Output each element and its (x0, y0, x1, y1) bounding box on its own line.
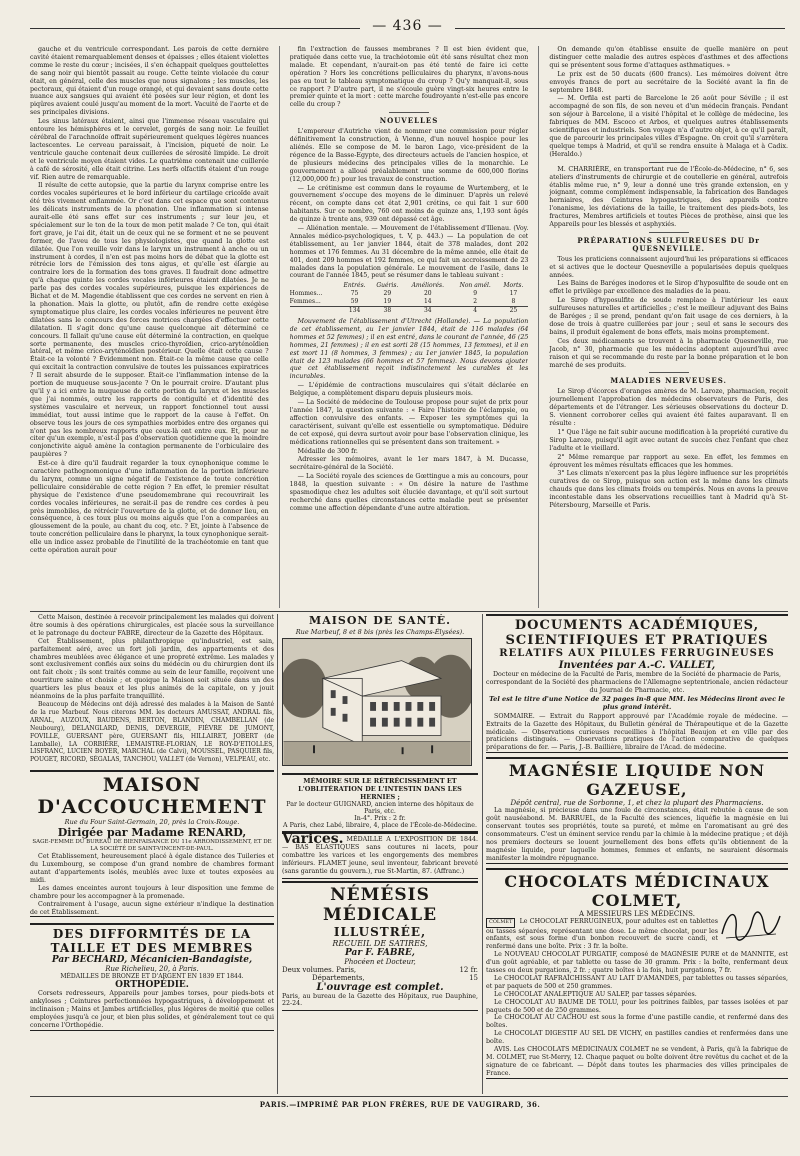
section-rule (649, 372, 689, 373)
paragraph: Les sinus latéraux étaient, ainsi que l'immense réseau vasculaire qui entoure les hémisphères et le cervelet, gorgés de sang noir. Le feuillet cérébral de l'arachnoïde offrait supérieurement quelques légères nuances lactescentes. Le cerveau paraissait, à l'incision, piqueté de noir. Le ventricule gauche contenait deux cuillerées de sérosité limpide. Le droit et le ventricule moyen étaient vides. Le quatrième contenait une cuillerée à café de sérosité, elle était citrine. Les nerfs olfactifs étaient d'un rouge vif. Rien autre de remarquable. (30, 118, 269, 181)
ad-maison-sante-text (30, 614, 274, 764)
ad-subtitle: A MESSIEURS LES MÉDECINS. (579, 909, 695, 918)
ad-paragraph: Cette Maison, destinée à recevoir principalement les malades qui doivent être soumis à des opérations chirurgicales, est placée sous la surveillance et le patronage du docteur FABRE, directeur de la Gazette des Hôpitaux. (30, 614, 274, 637)
ad-difformites (30, 923, 274, 1031)
ad-author: Par le docteur GUIGNARD, ancien interne des hôpitaux de Paris, etc. (286, 801, 474, 815)
page-header (30, 18, 785, 40)
section-title: MALADIES NERVEUSES. (610, 376, 727, 386)
paragraph: — La Société royale des sciences de Gœttingue a mis au concours, pour 1848, la question suivante : « On désire la nature de l'asthme spasmodique chez les adultes soit éluciée davantage, et qu'il soit surtout recherché dans quelles circonstances cette maladie peut se présenter comme une affection dépendante d'une autre altération. (289, 473, 529, 512)
paragraph: — L'épidémie de contractions musculaires qui s'était déclarée en Belgique, a complètement disparu depuis plusieurs mois. (289, 382, 529, 398)
ad-column-middle (282, 614, 478, 1094)
column-2 (290, 46, 529, 608)
table-header-row (290, 282, 529, 290)
ad-author: Inventées par A.-C. VALLET, (558, 660, 716, 671)
ad-subtitle: Dépôt central, rue de Sorbonne, 1, et chez la plupart des Pharmaciens. (510, 799, 764, 808)
ad-item: AVIS. Les CHOCOLATS MÉDICINAUX COLMET ne se vendent, à Paris, qu'à la fabrique de M. COLMET, rue St-Merry, 12. Chaque paquet ou boîte doivent être revêtus du cachet et de la signature de ce fabricant. — Dépôt dans toutes les pharmacies des villes principales de France. (486, 1046, 788, 1077)
ad-item: Le CHOCOLAT ANALEPTIQUE AU SALEP, par tasses séparées. (494, 990, 697, 998)
table-header: Non amél. (459, 282, 491, 290)
table-cell: Hommes... (289, 290, 323, 298)
section-rule (649, 232, 689, 233)
paragraph: Adresser les mémoires, avant le 1er mars 1847, à M. Ducasse, secrétaire-général de la Société. (289, 456, 529, 472)
table-cell: Femmes... (289, 298, 321, 306)
ad-item: Le CHOCOLAT AU BAUME DE TOLU, pour les poitrines faibles, par tasses isolées et par paquets de 500 et de 250 grammes. (486, 998, 788, 1014)
table-cell: 9 (473, 290, 478, 298)
table-header: Guéris. (376, 282, 399, 290)
table-cell: 4 (452, 307, 499, 315)
ad-title: MÉMOIRE SUR LE RÉTRÉCISSEMENT ET L'OBLITÉRATION DE L'INTESTIN DANS LES HERNIES ; (298, 777, 462, 801)
page-number: — 436 — (372, 18, 443, 34)
paragraph: 1° Que l'âge ne fait subir aucune modification à la propriété curative du Sirop Laroze, puisqu'il agit avec autant de succès chez l'enfant que chez l'adulte et le vieillard. (549, 428, 789, 452)
footer-rule (30, 1096, 788, 1097)
ad-address: Rue du Four Saint-Germain, 20, près la Croix-Rouge. (64, 818, 240, 827)
paragraph: — Le crétinisme est commun dans le royaume de Wurtemberg, et le gouvernement s'occupe des moyens de le diminuer. D'après un relevé récent, on compte dans cet état 2,901 crétins, ce qui fait 1 sur 600 habitants. Sur ce nombre, 760 ont moins de quinze ans, 1,193 sont âgés de quinze à trente ans, 939 ont dépassé cet âge. (289, 184, 529, 224)
ad-label: Départements, (312, 973, 365, 982)
paragraph: Le Sirop d'hyposulfite de soude remplace à l'intérieur les eaux sulfureuses naturelles et artificielles ; c'est le meilleur adjuvant des Bains de Baréges ; il se prend, pendant qu'on fait usage de ces derniers, à la dose de trois à quatre cuillerées par jour ; seul et sans le secours des bains, il produit également de bons effets, mais moins promptement. (549, 297, 789, 336)
ad-divider (277, 614, 278, 1094)
header-rule-right (455, 28, 785, 29)
table-total-row (290, 307, 529, 315)
ad-paragraph: Docteur en médecine de la Faculté de Paris, membre de la Société de pharmacie de Paris, correspondant de la Société des pharmaciens de l'Allemagne septentrionale, ancien rédacteur du Journal de Pharmacie, etc. (486, 671, 788, 694)
ad-text-block (486, 951, 788, 1078)
ad-paragraph: Contrairement à l'usage, aucun signe extérieur n'indique la destination de cet Établissement. (30, 900, 274, 916)
ad-subtitle: ORTHOPÉDIE. (115, 980, 189, 991)
ad-title: CHOCOLATS MÉDICINAUX COLMET, (504, 871, 770, 910)
ad-text-block (486, 713, 788, 753)
ad-nemesis (282, 881, 478, 1012)
table-cell: 17 (509, 290, 518, 298)
ad-title: DOCUMENTS ACADÉMIQUES, SCIENTIFIQUES ET PRATIQUES (505, 618, 769, 648)
ad-magnesie (486, 757, 788, 863)
ad-address: Rue Richelieu, 20, à Paris. (105, 965, 199, 974)
paragraph: Le Sirop d'écorces d'oranges amères de M. Laroze, pharmacien, reçoit journellement l'approbation des médecins observateurs de Paris, des départements et de l'étranger. Les sérieuses observations du docteur D. S. viennent corroborer celles qui avaient été faites auparavant. Il en résulte : (549, 388, 789, 427)
paragraph: Le prix est de 50 ducats (600 francs). Les mémoires doivent être envoyés francs de port au secrétaire de la Société avant la fin de septembre 1848. (549, 70, 789, 94)
ad-item: Le NOUVEAU CHOCOLAT PURGATIF, composé de MAGNÉSIE PURE et de MANNITE, est d'un goût agréable, et par tablette ou tasse de 30 gramm. Prix : la boîte, renfermant deux tasses ou deux purgations, 2 fr. ; quatre boîtes à la fois, huit purgations, 7 fr. (486, 951, 788, 975)
table-cell: 75 (350, 290, 359, 298)
ad-paragraph (486, 918, 718, 952)
column-1 (30, 46, 269, 608)
ad-notice: L'ouvrage est complet. (316, 981, 444, 993)
table-cell: 29 (383, 290, 392, 298)
table-cell: 2 (473, 298, 478, 306)
table-header (290, 282, 338, 290)
paragraph: Il résulte de cette autopsie, que la partie du larynx comprise entre les cordes vocales supérieures et le bord inférieur du cartilage cricoïde avait été très vivement enflammée. Or c'est dans cet espace que sont contenus les délicats instruments de la phonation. Une inflammation si intense aurait-elle été sans effet sur ces instruments ; sur leur jeu, et spécialement sur le ton de la toux de mon petit malade ? Ce ton, qui était fort grave, je l'ai dit, était un de ceux qui ne se forment et ne se peuvent former, de l'aveu de tous les physiologistes, que quand la glotte est dilatée. Que l'on veuille voir dans le larynx un instrument à anche ou un instrument à cordes, il n'en est pas moins hors de débat que la glotte est rétrécie lors de l'émission des tons aigus, et qu'elle est élargie au contraire lors de la formation des tons graves. Il faudrait donc admettre qu'à chaque quinte les cordes vocales inférieures étaient dilatées. Je ne parle pas des cordes vocales supérieures, puisque les expériences de Bichat et de M. Magendie établissent que ces cordes ne servent en rien à la phonation. Mais la glotte, ou plutôt, afin de rendre cette exégèse symptomatique plus claire, les cordes vocales inférieures ne peuvent être dilatées sans le concours des forces motrices chargées d'effectuer cette dilatation. Il s'agit donc qu'une cause quelconque ait déterminé ce concours. Il fallait qu'une cause eût déterminé la contraction, en quelque sorte permanente, des muscles crico-thyroïdien, crico-aryténoïdien latéral, et même crico-aryténoïdien postérieur. Quelle était cette cause ? Était-ce la volonté ? Évidemment non. Était-ce la même cause que celle qui excitait la contraction convulsive de toutes les puissances expiratrices ? Il serait absurde de le supposer. Était-ce l'inflammation intense de la portion de muqueuse sous-jacente ? On le pourrait croire. D'autant plus qu'il y a ici entre la muqueuse de cette portion du larynx et les muscles que j'ai nommés, outre les rapports de contiguïté et d'identité des systèmes vasculaire et nerveux, un rapport fonctionnel tout aussi immédiat, tout aussi intime que le rapport de la cause à l'effet. On observe tous les jours de ces sympathies morbides entre des organes qui n'ont pas les nombreux rapports que ceux-là ont entre eux. Et, pour ne citer qu'un exemple, n'est-il pas d'observation quotidienne que la moindre conjonctivite aiguë amène la contagion permanente de l'orbiculaire des paupières ? (30, 182, 269, 459)
table-cell: 38 (371, 307, 404, 315)
ad-paragraph: Les dames enceintes auront toujours à leur disposition une femme de chambre pour les accompagner à la promenade. (30, 884, 274, 900)
section-rule (649, 162, 689, 163)
table-cell: 8 (511, 298, 516, 306)
ad-price-row (282, 966, 478, 974)
column-3 (549, 46, 788, 608)
section-title: NOUVELLES (379, 116, 439, 126)
ad-director: Dirigée par Madame RENARD, (57, 826, 247, 840)
paragraph: 3° Les climats n'exercent pas la plus légère influence sur les propriétés curatives de ce Sirop, puisque son action est la même dans les climats chauds que dans les climats froids ou tempérés. Nous en avons la preuve incontestable dans les observations recueillies tant à Madrid qu'à St-Pétersbourg, Marseille et Paris. (549, 470, 789, 510)
paragraph: Les Bains de Baréges inodores et le Sirop d'hyposulfite de soude ont en effet le privilège par excellence des maladies de la peau. (549, 280, 789, 296)
ad-subtitle: RELATIFS AUX PILULES FERRUGINEUSES (499, 648, 775, 659)
ad-memoire (282, 773, 478, 832)
paragraph: Mouvement de l'établissement d'Utrecht (Hollande). — La population de cet établissement, au 1er janvier 1844, était de 116 malades (64 hommes et 52 femmes) ; il en est entré, dans le courant de l'année, 46 (25 hommes, 21 femmes) ; il en est sorti 28 (15 hommes, 13 femmes), et il en est mort 11 (8 hommes, 3 femmes) ; au 1er janvier 1845, la population était de 123 malades (66 hommes et 57 femmes). Nous devons ajouter que cet établissement reçoit indistinctement les curables et les incurables. (289, 318, 529, 381)
column-divider (279, 46, 280, 608)
paragraph: Médaille de 300 fr. (297, 447, 358, 455)
statistics-table (290, 282, 529, 315)
ad-price: In-4°. Prix : 2 fr. (354, 815, 406, 822)
table-cell: 59 (350, 298, 359, 306)
ad-title: MAISON D'ACCOUCHEMENT (37, 774, 267, 819)
ad-doctor-list: Beaucoup de Médecins ont déjà adressé des malades à la Maison de Santé de la rue Marbeuf. Nous citerons MM. les docteurs AMUSSAT, ANDRAL fils, ARNAL, AUZOUX, BAUDENS, BERTON, BLANDIN, CHAMBELLAN (de Neubourg), DELANGLARD, DENIS, DEVERGIE, FIÈVRE DE JUMONT, FOVILLE, GUERSANT père, GUERSANT fils, HILLAIRET, JOBERT (de Lamballe), LA CORBIÈRE, LEMAISTRE-FLORIAN, LE ROY-D'ETIOLLES, LISFRANC, LUCIEN BOYER, MARCHAL (de Calvi), MOUSSEL, PASQUIER fils, POUGET, RICORD, SÉGALAS, TANCHOU, VALLET (de Vernon), VELPEAU, etc. (30, 700, 274, 764)
table-header: Entrés. (343, 282, 366, 290)
ad-accouchement (30, 770, 274, 917)
ad-paragraph: La magnésie, si précieuse dans une foule de circonstances, était rebutée à cause de son goût nauséabond. M. BARRUEL, de la Faculté des sciences, liquéfie la magnésie en lui conservant toutes ses propriétés, toute sa pureté, et même en l'aromatisant au gré des consommateurs. C'est un éminent service rendu par la chimie à la médecine pratique ; et déjà nos premiers docteurs se louent journellement des bons effets qu'ils obtiennent de la magnésie liquide, pour laquelle hommes, femmes et enfants, ne sauraient désormais manifester la moindre répugnance. (486, 807, 788, 862)
ad-chocolats (486, 868, 788, 1079)
table-header: Morts. (503, 282, 524, 290)
table-cell: 19 (383, 298, 392, 306)
paragraph: — Aliénation mentale. — Mouvement de l'établissement d'Illenau. (Voy. Annales médico-psychologiques, t. V, p. 443.) — La population de cet établissement, au 1er janvier 1844, était de 378 malades, dont 202 hommes et 176 femmes. Au 31 décembre de la même année, elle était de 401, dont 209 hommes et 192 femmes, ce qui fait un accroissement de 23 malades dans la population générale. Le mouvement de l'asile, dans le courant de l'année 1845, peut se résumer dans le tableau suivant : (289, 225, 529, 280)
ad-price: 15 (469, 973, 478, 982)
advertisements (30, 614, 788, 1094)
ad-address: Paris, au bureau de la Gazette des Hôpitaux, rue Dauphine, 22-24. (282, 992, 478, 1008)
table-cell: 25 (498, 307, 528, 315)
ad-subtitle: RECUEIL DE SATIRES, (332, 938, 428, 948)
ad-title: DES DIFFORMITÉS DE LA TAILLE ET DES MEMBRES (50, 927, 254, 956)
ad-title: MAGNÉSIE LIQUIDE NON GAZEUSE, (508, 761, 766, 800)
ad-item: Le CHOCOLAT AU CACHOU est sous la forme d'une pastille candie, et renfermé dans des boîtes. (486, 1014, 788, 1030)
ad-subtitle: ILLUSTRÉE, (333, 924, 427, 939)
table-cell: 20 (423, 290, 432, 298)
paragraph: gauche et du ventricule correspondant. Les parois de cette dernière cavité étaient remarquablement denses et épaisses ; elles étaient violettes comme le reste du cœur ; incisées, il s'en échappait quelques gouttelettes de sang noir qui bientôt passait au rouge. Cette teinte violacée du cœur était, en général, celle des muscles que nous signalons ; les muscles, les pectoraux, qui étaient d'un rouge orangé, et qui devaient sans doute cette nuance aux sangsues qui avaient été posées sur leur région, et dont les piqûres avaient coulé jusqu'au moment de la mort. Vacuité de l'aorte et de ses principales divisions. (30, 46, 269, 117)
ad-column-left (30, 614, 274, 1094)
ad-divider (482, 614, 483, 1094)
paragraph: On demande qu'on établisse ensuite de quelle manière on peut distinguer cette maladie des autres espèces d'asthmes et des affections qui se présentent sous forme d'attaques asthmatiques. » (549, 46, 789, 69)
ad-item: Le CHOCOLAT FERRUGINEUX, pour adultes est en tablettes ou tasses séparées, représentant une dose. Le même chocolat, pour les enfants, est sous forme d'un bonbon recouvert de sucre candi, et renfermé dans une boîte. Prix : 3 fr. la boîte. (486, 917, 718, 951)
ad-item: Le CHOCOLAT RAFRAÎCHISSANT AU LAIT D'AMANDES, par tablettes ou tasses séparées, et par paquets de 500 et 250 grammes. (486, 974, 788, 990)
ad-address: A Paris, chez Labé, libraire, 4, place de l'École-de-Médecine. (283, 822, 477, 829)
ad-text-block (486, 807, 788, 862)
header-rule-left (30, 28, 360, 29)
ad-notice: Tel est le titre d'une Notice de 32 pages in-8 que MM. les Médecins liront avec le plus grand intérêt. (489, 694, 785, 711)
table-cell: 14 (423, 298, 432, 306)
paragraph: L'empereur d'Autriche vient de nommer une commission pour régler définitivement la construction, à Vienne, d'un nouvel hospice pour les aliénés. Elle se compose de M. le baron Lago, vice-président de la régence de la Basse-Egypte, des directeurs actuels de l'ancien hospice, et de plusieurs médecins des principales villes de la monarchie. Le gouvernement a alloué préalablement une somme de 600,000 florins (12,000,000 fr.) pour les travaux de construction. (289, 128, 529, 183)
ad-price: 12 fr. (459, 965, 478, 974)
colmet-seal: COLMET (486, 918, 515, 928)
ad-paragraph: Corsets redresseurs, Appareils pour jambes torses, pour pieds-bots et ankyloses ; Ceintures perfectionnées hypogastriques, à développement et inclinaison ; Mains et Jambes artificielles, plus légères de moitié que celles employées jusqu'à ce jour, et bien plus solides, et généralement tout ce qui concerne l'Orthopédie. (30, 990, 274, 1030)
ad-item: Le CHOCOLAT DIGESTIF AU SEL DE VICHY, en pastilles candies et renfermées dans une boîte. (486, 1030, 788, 1046)
ad-text-block (30, 990, 274, 1030)
article-columns (30, 46, 788, 608)
ad-price-row (282, 974, 478, 982)
ad-text-block (30, 853, 274, 916)
ad-author: Par BECHARD, Mécanicien-Bandagiste, (51, 955, 253, 966)
ad-title: NÉMÉSIS MÉDICALE (322, 884, 438, 925)
paragraph: Ces deux médicaments se trouvent à la pharmacie Quesneville, rue Jacob, n° 30, pharmacie que les médecins adoptent aujourd'hui avec raison et qui se recommande du reste par la bonne préparation et le bon marché de ses produits. (549, 337, 789, 369)
ad-title: Varices. (282, 831, 344, 847)
section-rule (389, 112, 429, 113)
paragraph: Est-ce à dire qu'il faudrait regarder la toux cynophonique comme le caractère pathognomonique d'une inflammation de la portion inférieure du larynx, comme un signe négatif de l'existence de toute concrétion pelliculaire considérable de cette région ? En effet, le premier résultat physique de l'existence d'une pseudomembrane qui recouvrirait les cordes vocales inférieures, ne serait-il pas de rendre ces cordes à peu près immobiles, de rétrécir l'ouverture de la glotte, et de donner lieu, en conséquence, à ces toux plus ou moins aiguës que l'on a comparées au gloussement de la poule, au chant du coq, etc. ? Et, jointe à l'absence de toute concrétion pelliculaire dans le pharynx, la toux cynophonique serait-elle un indice assez probable de l'inutilité de la trachéotomie en tant que cette opération aurait pour (30, 460, 269, 555)
printer-footer: PARIS.—IMPRIMÉ PAR PLON FRÈRES, RUE DE VAUGIRARD, 36. (259, 1100, 541, 1109)
ad-author: Par F. FABRE, (345, 947, 415, 958)
ad-documents (486, 614, 788, 753)
ad-paragraph: Cet Établissement, plus philanthropique qu'industriel, est sain, parfaitement aéré, avec un fort joli jardin, des appartements et des chambres meublées avec élégance et une propreté extrême. Les malades y sont exclusivement confiés aux soins du médecin ou du chirurgien dont ils ont fait choix ; ils sont traités comme au sein de leur famille, reçoivent une nourriture saine et choisie ; et quoique la Maison soit située dans un des quartiers les plus beaux et les plus animés de la capitale, on y jouit néanmoins de la plus parfaite tranquillité. (30, 637, 274, 701)
ad-medals: MÉDAILLES DE BRONZE ET D'ARGENT EN 1839 ET 1844. (60, 973, 244, 981)
section-title: PRÉPARATIONS SULFUREUSES DU Dr QUESNEVILLE. (577, 235, 760, 253)
ad-varices (282, 832, 478, 879)
table-cell: 134 (338, 307, 371, 315)
table-header: Améliorés. (411, 282, 445, 290)
paragraph: Tous les praticiens connaissent aujourd'hui les préparations si efficaces et si actives que le docteur Quesneville a popularisées depuis quelques années. (549, 255, 789, 279)
table-row (290, 290, 529, 298)
paragraph: fin l'extraction de fausses membranes ? Il est bien évident que, pratiquée dans cette vue, la trachéotomie eût été sans résultat chez mon malade. Et cependant, n'aurait-on pas été tenté de faire ici cette opération ? Hors les concrétions pelliculaires du pharynx, n'avons-nous pas eu tout le tableau symptomatique du croup ? Qu'y manquait-il, sous ce rapport ? D'autre part, il ne s'écoule guère vingt-six heures entre le premier quinte et la mort : cette marche foudroyante n'est-elle pas encore celle du croup ? (289, 46, 529, 109)
paragraph: 2° Même remarque par rapport au sexe. En effet, les femmes en éprouvent les mêmes résultats efficaces que les hommes. (549, 453, 789, 469)
ad-paragraph: SOMMAIRE. — Extrait du Rapport approuvé par l'Académie royale de médecine. — Extraits de la Gazette des Hôpitaux, du Bulletin général de Thérapeutique et de la Gazette médicale. — Observations curieuses recueillies à l'hôpital Beaujon et en ville par des praticiens distingués. — Observations pratiques de l'action comparative de quelques préparations de fer. — Paris, J.-B. Baillière, libraire de l'Acad. de médecine. (486, 712, 788, 752)
ad-role: SAGE-FEMME DU BUREAU DE BIENFAISANCE DU 11e ARRONDISSEMENT, ET DE LA SOCIÉTÉ DE SAINT-VINCENT-DE-PAUL. (32, 839, 272, 853)
ad-address: Rue Marbeuf, 8 et 8 bis (près les Champs-Élysées). (295, 628, 465, 636)
charriere-notice: M. CHARRIÈRE, en transportant rue de l'École-de-Médecine, n° 6, ses ateliers d'instruments de chirurgie et de coutellerie en général, autrefois établis même rue, n° 9, leur a donné une très grande extension, en y joignant, comme complément indispensable, la fabrication des Bandages herniaires, des Ceintures hypogastriques, des appareils contre l'onanisme, les déviations de la taille, le traitement des pieds-bots, les fractures, Membres artificiels et toutes Pièces de prothèse, ainsi que les Appareils pour les blessés et asphyxiés. (549, 165, 789, 229)
ad-paragraph: MÉDAILLE A L'EXPOSITION DE 1844. — BAS ÉLASTIQUES sans coutures ni lacets, pour combattre les varices et les engorgements des membres inférieurs. FLAMET jeune, seul inventeur, fabricant breveté (sans garantie du gouvern.), rue St-Martin, 87. (Affranc.) (282, 836, 478, 875)
colmet-signature (718, 904, 784, 944)
ad-paragraph: Cet Établissement, heureusement placé à égale distance des Tuileries et du Luxembourg, se compose d'un grand nombre de chambres formant autant d'appartements isolés, meublés avec luxe et toutes exposées au midi. (30, 853, 274, 884)
column-divider (538, 46, 539, 608)
ad-author: Phocéen et Docteur, (344, 957, 416, 966)
table-cell: 34 (404, 307, 452, 315)
paragraph: — La Société de médecine de Toulouse propose pour sujet de prix pour l'année 1847, la question suivante : « Faire l'histoire de l'éclampsie, ou affection convulsive des enfants. — Exposer les symptômes qui la caractérisent, suivant qu'elle est essentielle ou symptomatique. Déduire de cet exposé, qui devra surtout avoir pour base l'observation clinique, les médications rationnelles qui se présentent dans son traitement. » (289, 399, 529, 446)
table-row (290, 298, 529, 306)
ad-column-right (486, 614, 788, 1094)
paragraph: — M. Orfila est parti de Barcelone le 26 août pour Séville ; il est accompagné de son fils, de son neveu et d'un médecin français. Pendant son séjour à Barcelone, il a visité l'hôpital et le collège de médecine, les fabriques de MM. Escoco et Arbos, et quelques autres établissements scientifiques et industriels. Son voyage n'a d'autre objet, à ce qu'il paraît, que de parcourir les principales villes d'Espagne. On croit qu'il s'arrêtera quelque temps à Madrid, et qu'il se rendra ensuite à Malaga et à Cadix. (Heraldo.) (549, 95, 789, 158)
maison-de-sante-engraving (282, 638, 472, 766)
ads-divider-rule (30, 611, 788, 612)
ad-title: MAISON DE SANTÉ. (309, 614, 451, 627)
table-cell (290, 307, 338, 315)
ad-label: Deux volumes. Paris, (282, 965, 357, 974)
